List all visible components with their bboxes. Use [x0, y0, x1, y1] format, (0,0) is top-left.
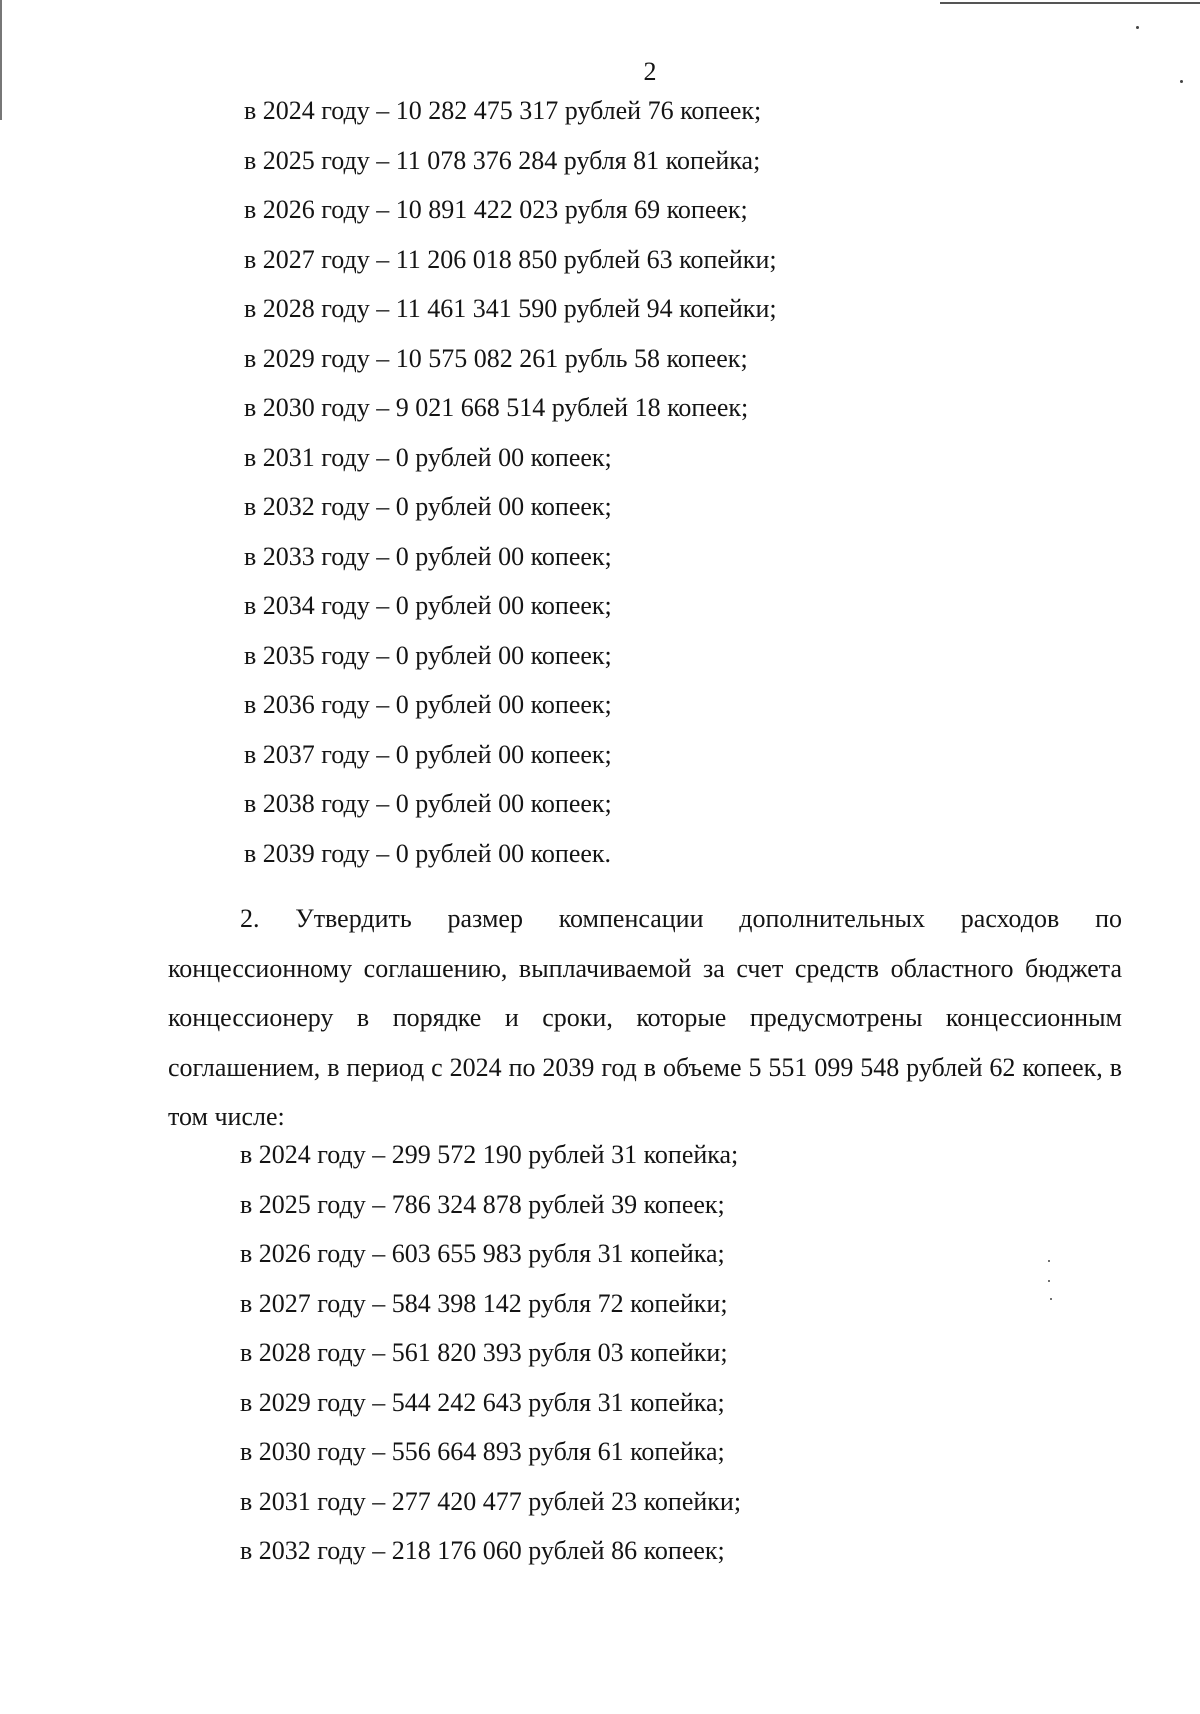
list-item: в 2037 году – 0 рублей 00 копеек; [244, 740, 612, 769]
list-item: в 2030 году – 556 664 893 рубля 61 копейка; [240, 1437, 725, 1466]
list-item: в 2029 году – 10 575 082 261 рубль 58 копеек; [244, 344, 748, 373]
scan-speck [1048, 1280, 1050, 1282]
paragraph-compensation: 2. Утвердить размер компенсации дополнительных расходов по концессионному соглашению, выплачиваемой за счет средств областного бюджета концессионеру в порядке и сроки, которые предусмотрены концессионным соглашением, в период с 2024 по 2039 год в объеме 5 551 099 548 рублей 62 копеек, в том числе: [168, 904, 1122, 1131]
list-item: в 2026 году – 603 655 983 рубля 31 копейка; [240, 1239, 725, 1268]
list-item: в 2031 году – 277 420 477 рублей 23 копейки; [240, 1487, 742, 1516]
list-item: в 2035 году – 0 рублей 00 копеек; [244, 641, 612, 670]
list-item: в 2024 году – 299 572 190 рублей 31 копейка; [240, 1140, 739, 1169]
list-item: в 2032 году – 0 рублей 00 копеек; [244, 492, 612, 521]
list-item: в 2030 году – 9 021 668 514 рублей 18 копеек; [244, 393, 749, 422]
list-item: в 2027 году – 584 398 142 рубля 72 копейки; [240, 1289, 728, 1318]
list-item: в 2028 году – 561 820 393 рубля 03 копейки; [240, 1338, 728, 1367]
scan-speck [1136, 26, 1139, 29]
list-item: в 2038 году – 0 рублей 00 копеек; [244, 789, 612, 818]
page-number: 2 [643, 57, 657, 86]
list-item: в 2028 году – 11 461 341 590 рублей 94 копейки; [244, 294, 777, 323]
list-item: в 2036 году – 0 рублей 00 копеек; [244, 690, 612, 719]
list-item: в 2032 году – 218 176 060 рублей 86 копеек; [240, 1536, 725, 1565]
list-item: в 2031 году – 0 рублей 00 копеек; [244, 443, 612, 472]
scan-speck [1048, 1260, 1050, 1262]
list-item: в 2027 году – 11 206 018 850 рублей 63 копейки; [244, 245, 777, 274]
list-item: в 2034 году – 0 рублей 00 копеек; [244, 591, 612, 620]
list-item: в 2039 году – 0 рублей 00 копеек. [244, 839, 612, 868]
list-item: в 2024 году – 10 282 475 317 рублей 76 копеек; [244, 96, 762, 125]
scan-edge-top [940, 2, 1200, 4]
list-item: в 2026 году – 10 891 422 023 рубля 69 копеек; [244, 195, 748, 224]
list-item: в 2025 году – 786 324 878 рублей 39 копеек; [240, 1190, 725, 1219]
list-item: в 2033 году – 0 рублей 00 копеек; [244, 542, 612, 571]
list-item: в 2025 году – 11 078 376 284 рубля 81 копейка; [244, 146, 761, 175]
scan-speck [1050, 1298, 1052, 1300]
list-item: в 2029 году – 544 242 643 рубля 31 копейка; [240, 1388, 725, 1417]
scan-speck [1180, 80, 1183, 83]
